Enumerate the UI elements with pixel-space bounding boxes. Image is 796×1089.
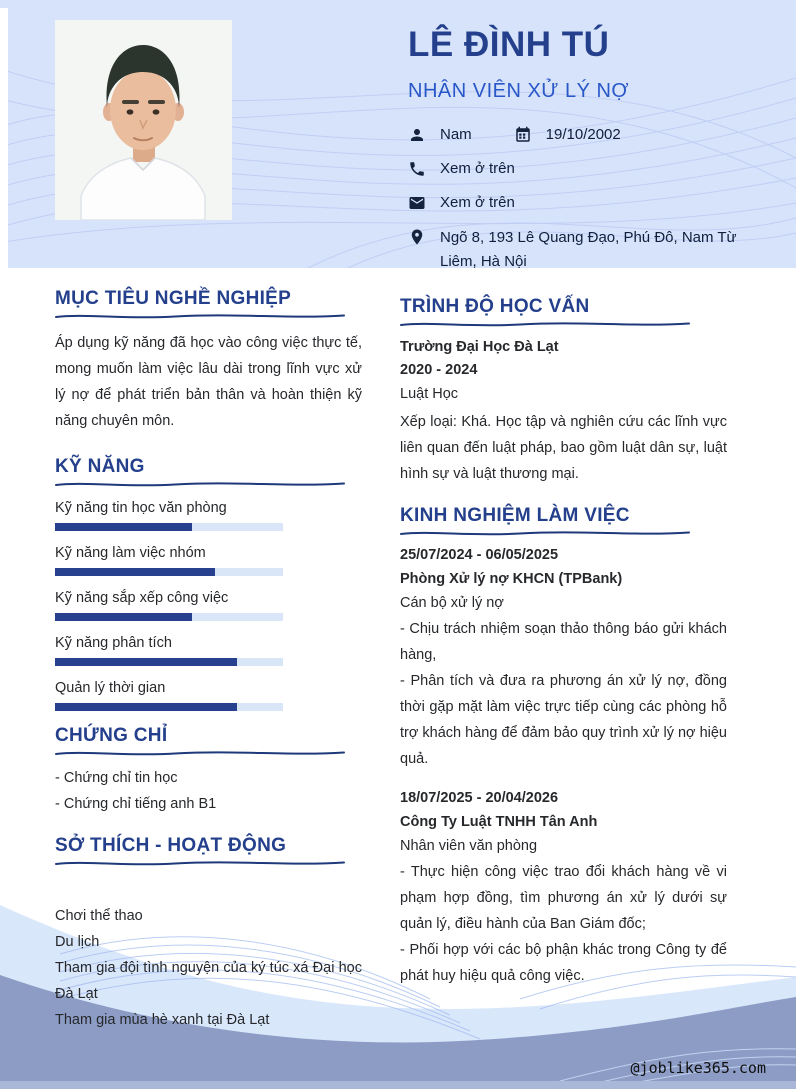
- profile-photo: [55, 20, 232, 220]
- skill-item: [55, 590, 362, 621]
- job-role: Cán bộ xử lý nợ: [400, 595, 504, 611]
- job-company: Công Ty Luật TNHH Tân Anh: [400, 814, 598, 830]
- job-bullet: - Phối hợp với các bộ phận khác trong Công ty để phát huy hiệu quả công việc.: [400, 942, 727, 984]
- job-bullets: [400, 616, 727, 772]
- gender-item: [408, 124, 472, 145]
- right-column: [400, 296, 727, 989]
- dob-value: 19/10/2002: [545, 126, 621, 143]
- contact-row-email: [408, 192, 788, 213]
- certificate-item: - Chứng chỉ tiếng anh B1: [55, 796, 217, 812]
- left-column: [55, 288, 362, 1033]
- person-icon: [408, 126, 426, 144]
- heading-underline: [55, 480, 345, 490]
- dob-item: [514, 124, 621, 145]
- skill-item: [55, 500, 362, 531]
- heading-underline: [400, 529, 690, 539]
- skill-bar-fill: [55, 658, 237, 666]
- email-item: [408, 192, 515, 213]
- heading-underline: [55, 749, 345, 759]
- heading-underline: [400, 320, 690, 330]
- hobby-item: Tham gia mùa hè xanh tại Đà Lạt: [55, 1012, 270, 1028]
- candidate-name: LÊ ĐÌNH TÚ: [408, 25, 610, 64]
- profile-photo-illustration: [55, 20, 232, 220]
- header-top-strip: [0, 0, 796, 8]
- skill-label: Kỹ năng tin học văn phòng: [55, 500, 227, 516]
- hobbies-heading: SỞ THÍCH - HOẠT ĐỘNG: [55, 835, 287, 856]
- address-value: Ngõ 8, 193 Lê Quang Đạo, Phú Đô, Nam Từ Liêm, Hà Nội: [440, 229, 737, 268]
- skill-bar-fill: [55, 703, 237, 711]
- envelope-icon: [408, 194, 426, 212]
- job-bullet: - Thực hiện công việc trao đổi khách hàng về vi phạm hợp đồng, tìm phương án xử lý dưới sự quản lý, điều hành của Ban Giám đốc;: [400, 864, 727, 932]
- skill-bar-fill: [55, 613, 192, 621]
- skill-label: Kỹ năng sắp xếp công việc: [55, 590, 229, 606]
- skill-label: Quản lý thời gian: [55, 680, 166, 696]
- skill-item: [55, 680, 362, 711]
- certificates-heading: CHỨNG CHỈ: [55, 725, 168, 746]
- skill-bar-track: [55, 613, 283, 621]
- education-entry: [400, 336, 727, 487]
- candidate-job-title: NHÂN VIÊN XỬ LÝ NỢ: [408, 80, 630, 102]
- skill-label: Kỹ năng phân tích: [55, 635, 172, 651]
- heading-underline: [55, 312, 345, 322]
- job-role: Nhân viên văn phòng: [400, 838, 538, 854]
- skill-bar-track: [55, 523, 283, 531]
- skill-label: Kỹ năng làm việc nhóm: [55, 545, 206, 561]
- skill-bar-fill: [55, 568, 215, 576]
- hobby-item: Tham gia đội tình nguyện của ký túc xá Đại học Đà Lạt: [55, 960, 362, 1002]
- skill-bar-track: [55, 703, 283, 711]
- job-entry: [400, 543, 727, 772]
- job-bullets: [400, 859, 727, 989]
- skill-item: [55, 545, 362, 576]
- contact-row-phone: [408, 158, 788, 179]
- skill-item: [55, 635, 362, 666]
- location-pin-icon: [408, 228, 426, 246]
- hobby-item: Chơi thể thao: [55, 908, 143, 924]
- job-bullet: - Chịu trách nhiệm soạn thảo thông báo gửi khách hàng,: [400, 621, 727, 663]
- skills-list: [55, 500, 362, 711]
- education-school: Trường Đại Học Đà Lạt: [400, 339, 559, 355]
- hobby-item: Du lịch: [55, 934, 100, 950]
- contact-row-gender-dob: [408, 124, 788, 145]
- job-company: Phòng Xử lý nợ KHCN (TPBank): [400, 571, 623, 587]
- education-years: 2020 - 2024: [400, 362, 478, 378]
- phone-icon: [408, 160, 426, 178]
- skills-heading: KỸ NĂNG: [55, 456, 145, 477]
- email-value: Xem ở trên: [440, 194, 515, 211]
- phone-value: Xem ở trên: [440, 160, 515, 177]
- job-bullet: - Phân tích và đưa ra phương án xử lý nợ, đồng thời gặp mặt làm việc trực tiếp cùng các phòng hỗ trợ khách hàng để đảm bảo quy trình xử lý nợ hiệu quả.: [400, 673, 727, 767]
- heading-underline: [55, 859, 345, 869]
- skill-bar-track: [55, 658, 283, 666]
- education-description: Xếp loại: Khá. Học tập và nghiên cứu các lĩnh vực liên quan đến luật pháp, bao gồm luật dân sự, luật hình sự và luật thương mại.: [400, 414, 727, 482]
- header-identity: [408, 24, 788, 268]
- phone-item: [408, 158, 515, 179]
- calendar-icon: [514, 126, 532, 144]
- objective-text: Áp dụng kỹ năng đã học vào công việc thực tế, mong muốn làm việc lâu dài trong lĩnh vực xử lý nợ để phát triển bản thân và hoàn thiện kỹ năng chuyên môn.: [55, 335, 362, 429]
- job-period: 25/07/2024 - 06/05/2025: [400, 547, 559, 563]
- contact-block: [408, 124, 788, 268]
- job-period: 18/07/2025 - 20/04/2026: [400, 790, 559, 806]
- skill-bar-fill: [55, 523, 192, 531]
- job-entry: [400, 786, 727, 989]
- contact-row-address: [408, 226, 788, 268]
- education-major: Luật Học: [400, 386, 459, 402]
- experience-heading: KINH NGHIỆM LÀM VIỆC: [400, 505, 630, 526]
- certificate-item: - Chứng chỉ tin học: [55, 770, 178, 786]
- objective-heading: MỤC TIÊU NGHỀ NGHIỆP: [55, 288, 292, 309]
- hobbies-list: [55, 903, 362, 1033]
- skill-bar-track: [55, 568, 283, 576]
- gender-value: Nam: [440, 126, 472, 143]
- certificates-list: [55, 765, 362, 817]
- education-heading: TRÌNH ĐỘ HỌC VẤN: [400, 296, 590, 317]
- watermark: @joblike365.com: [630, 1059, 766, 1077]
